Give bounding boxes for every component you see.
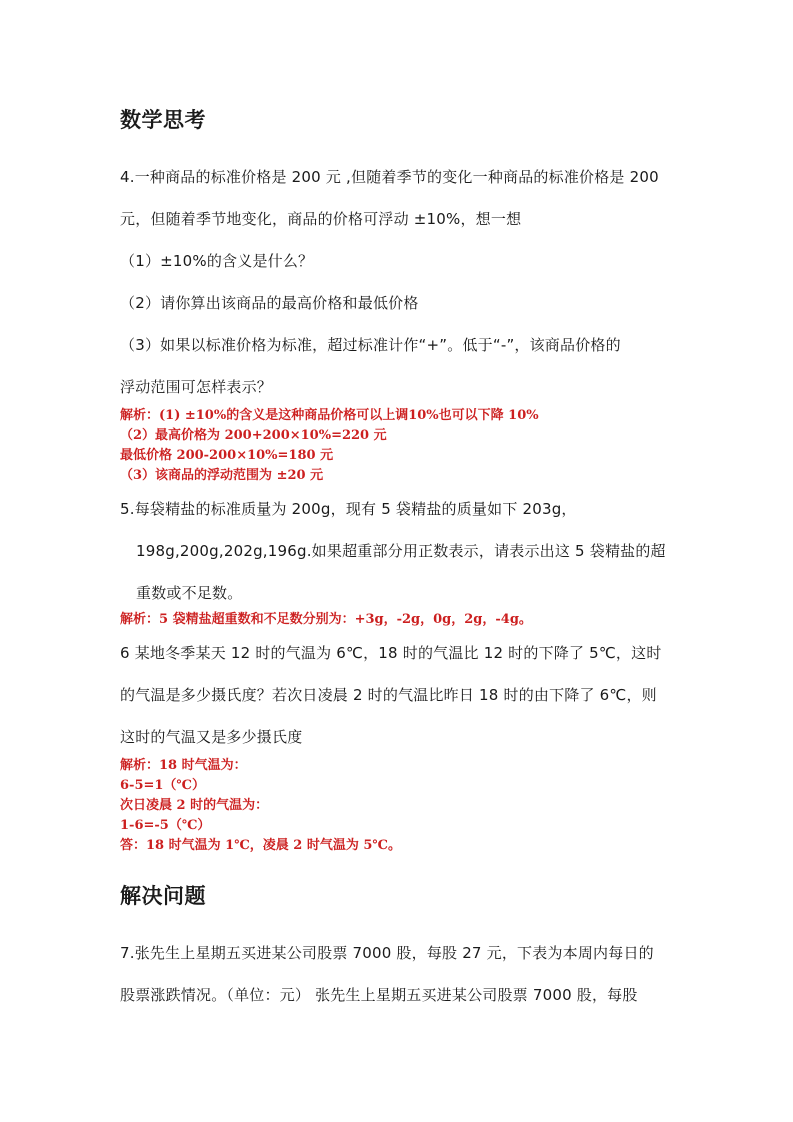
q7-line-2: 股票涨跌情况。（单位：元） 张先生上星期五买进某公司股票 7000 股，每股: [120, 986, 638, 1004]
q6-line-3: 这时的气温又是多少摄氏度: [120, 728, 303, 746]
q4-line-2: 元，但随着季节地变化，商品的价格可浮动 ±10%，想一想: [120, 210, 522, 228]
q4-line-1: 4.一种商品的标准价格是 200 元 ,但随着季节的变化一种商品的标准价格是 200: [120, 168, 659, 186]
section-title-problem-solving: 解决问题: [120, 884, 206, 908]
q6-line-1: 6 某地冬季某天 12 时的气温为 6℃，18 时的气温比 12 时的下降了 5℃，这时: [120, 644, 662, 662]
q4-answer-line: （2）最高价格为 200+200×10%=220 元: [120, 428, 387, 443]
q6-answer-line: 6-5=1（℃）: [120, 778, 206, 793]
q6-answer-line: 答：18 时气温为 1℃，凌晨 2 时气温为 5℃。: [120, 838, 402, 853]
q5-line-1: 5.每袋精盐的标准质量为 200g，现有 5 袋精盐的质量如下 203g，: [120, 500, 577, 518]
q4-sub-question-2: （2）请你算出该商品的最高价格和最低价格: [120, 294, 419, 312]
q6-answer-line: 1-6=-5（℃）: [120, 818, 211, 833]
q5-line-2: 198g,200g,202g,196g.如果超重部分用正数表示，请表示出这 5 袋精盐的超: [136, 542, 666, 560]
q6-line-2: 的气温是多少摄氏度？若次日凌晨 2 时的气温比昨日 18 时的由下降了 6℃，则: [120, 686, 657, 704]
q4-answer-line: 最低价格 200-200×10%=180 元: [120, 448, 334, 463]
q7-line-1: 7.张先生上星期五买进某公司股票 7000 股，每股 27 元，下表为本周内每日的: [120, 944, 654, 962]
q5-answer: 解析：5 袋精盐超重数和不足数分别为：+3g，-2g，0g，2g，-4g。: [120, 612, 532, 627]
q6-answer-line: 解析：18 时气温为：: [120, 758, 247, 773]
q4-answer-line: 解析：(1) ±10%的含义是这种商品价格可以上调10%也可以下降 10%: [120, 408, 539, 423]
q4-sub-question-1: （1）±10%的含义是什么？: [120, 252, 314, 270]
q4-answer-line: （3）该商品的浮动范围为 ±20 元: [120, 468, 324, 483]
section-title-math-thinking: 数学思考: [120, 108, 206, 132]
q4-sub-question-3-cont: 浮动范围可怎样表示？: [120, 378, 273, 396]
q4-sub-question-3: （3）如果以标准价格为标准，超过标准计作“+”。低于“-”，该商品价格的: [120, 336, 621, 354]
q5-line-3: 重数或不足数。: [136, 584, 243, 602]
q6-answer-line: 次日凌晨 2 时的气温为：: [120, 798, 269, 813]
